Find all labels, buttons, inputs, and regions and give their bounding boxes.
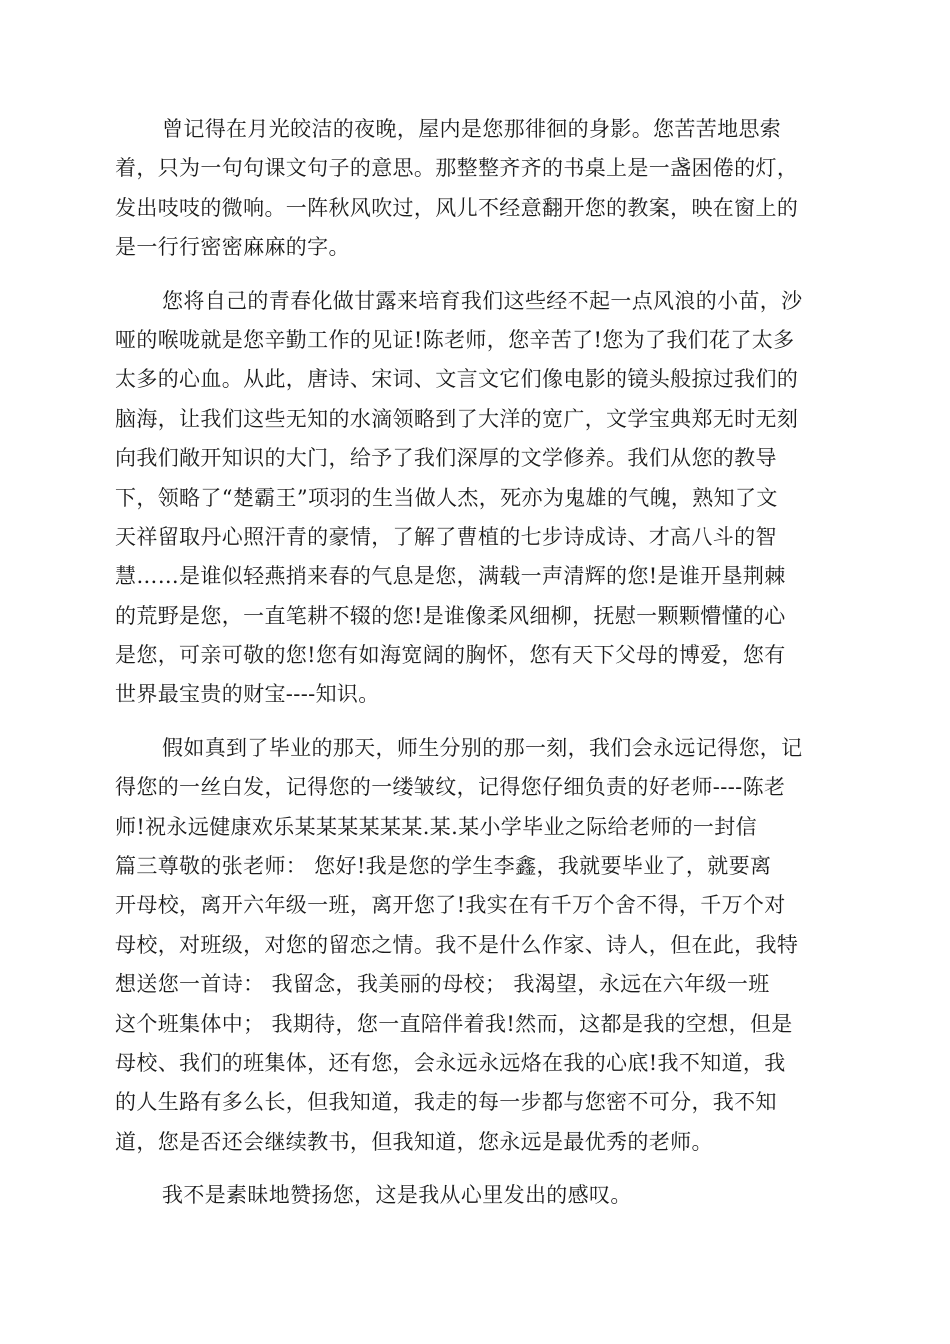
text-line: 着，只为一句句课文句子的意思。那整整齐齐的书桌上是一盏困倦的灯， bbox=[115, 156, 799, 181]
paragraph-closing bbox=[115, 1176, 835, 1215]
text-line: 是您，可亲可敬的您!您有如海宽阔的胸怀，您有天下父母的博爱，您有 bbox=[115, 643, 786, 668]
text-line: 世界最宝贵的财宝----知识。 bbox=[115, 682, 380, 707]
text-line: 太多的心血。从此，唐诗、宋词、文言文它们像电影的镜头般掠过我们的 bbox=[115, 367, 799, 392]
text-line: 脑海，让我们这些无知的水滴领略到了大洋的宽广，文学宝典郑无时无刻 bbox=[115, 406, 799, 431]
text-line: 的人生路有多么长，但我知道，我走的每一步都与您密不可分，我不知 bbox=[115, 1090, 777, 1115]
text-line: 哑的喉咙就是您辛勤工作的见证!陈老师，您辛苦了!您为了我们花了太多 bbox=[115, 327, 795, 352]
paragraph-night-memory bbox=[115, 110, 835, 268]
text-line: 母校、我们的班集体，还有您，会永远永远烙在我的心底!我不知道，我 bbox=[115, 1050, 786, 1075]
text-line: 您将自己的青春化做甘露来培育我们这些经不起一点风浪的小苗，沙 bbox=[162, 288, 803, 313]
text-line: 发出吱吱的微响。一阵秋风吹过，风儿不经意翻开您的教案，映在窗上的 bbox=[115, 195, 799, 220]
text-line: 母校，对班级，对您的留恋之情。我不是什么作家、诗人，但在此，我特 bbox=[115, 932, 799, 957]
text-line: 的荒野是您，一直笔耕不辍的您!是谁像柔风细柳，抚慰一颗颗懵懂的心 bbox=[115, 603, 786, 628]
paragraph-youth-dedication bbox=[115, 282, 835, 715]
text-line: 向我们敞开知识的大门，给予了我们深厚的文学修养。我们从您的教导 bbox=[115, 446, 777, 471]
text-line: 这个班集体中； 我期待，您一直陪伴着我!然而，这都是我的空想，但是 bbox=[115, 1011, 793, 1036]
text-line: 师!祝永远健康欢乐某某某某某某.某.某小学毕业之际给老师的一封信 bbox=[115, 814, 757, 839]
text-line: 假如真到了毕业的那天，师生分别的那一刻，我们会永远记得您，记 bbox=[162, 735, 803, 760]
text-line: 曾记得在月光皎洁的夜晚，屋内是您那徘徊的身影。您苦苦地思索 bbox=[162, 117, 782, 141]
text-line: 我不是素昧地赞扬您，这是我从心里发出的感叹。 bbox=[162, 1183, 632, 1208]
text-line: 开母校，离开六年级一班，离开您了!我实在有千万个舍不得，千万个对 bbox=[115, 893, 786, 918]
document-body bbox=[115, 110, 835, 1216]
text-line: 想送您一首诗： 我留念，我美丽的母校； 我渴望，永远在六年级一班 bbox=[115, 972, 770, 997]
paragraph-graduation-letter bbox=[115, 729, 835, 1162]
text-line: 是一行行密密麻麻的字。 bbox=[115, 235, 350, 260]
text-line: 得您的一丝白发，记得您的一缕皱纹，记得您仔细负责的好老师----陈老 bbox=[115, 775, 786, 800]
text-line: 天祥留取丹心照汗青的豪情，了解了曹植的七步诗成诗、才高八斗的智 bbox=[115, 524, 777, 549]
text-line: 慧……是谁似轻燕捎来春的气息是您，满载一声清辉的您!是谁开垦荆棘 bbox=[115, 564, 786, 589]
text-line: 道，您是否还会继续教书，但我知道，您永远是最优秀的老师。 bbox=[115, 1129, 713, 1154]
text-line: 篇三尊敬的张老师： 您好!我是您的学生李鑫，我就要毕业了，就要离 bbox=[115, 854, 772, 879]
text-line: 下，领略了“楚霸王”项羽的生当做人杰，死亦为鬼雄的气魄，熟知了文 bbox=[115, 485, 778, 510]
